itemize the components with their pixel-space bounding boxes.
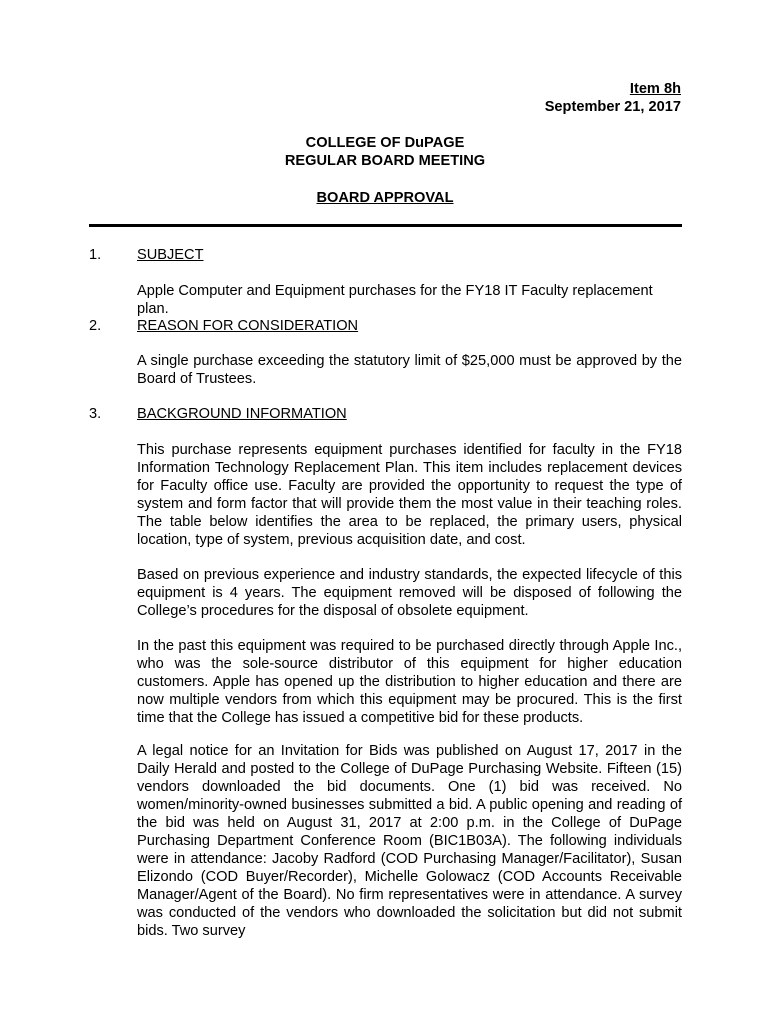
section-1-text: Apple Computer and Equipment purchases for the FY18 IT Faculty replacement plan. xyxy=(137,283,653,317)
background-paragraph-3: In the past this equipment was required to be purchased directly through Apple Inc., who was the sole-source distributor of this equipment for higher education customers. Apple has opened up the distribution to higher education and there are now multiple vendors from which this equipment may be procured. This is the first time that the College has issued a competitive bid for these products. xyxy=(137,638,682,726)
background-paragraph-1: This purchase represents equipment purchases identified for faculty in the FY18 Information Technology Replacement Plan. This item includes replacement devices for Faculty office use. Faculty are provided the opportunity to request the type of system and form factor that will provide them the most value in their teaching roles. The table below identifies the area to be replaced, the primary users, physical location, type of system, previous acquisition date, and cost. xyxy=(137,442,682,548)
background-paragraph-2: Based on previous experience and industry standards, the expected lifecycle of this equipment is 4 years. The equipment removed will be disposed of following the College’s procedures for the disposal of obsolete equipment. xyxy=(137,567,682,619)
section-3-heading: BACKGROUND INFORMATION xyxy=(137,406,347,422)
title-block xyxy=(89,134,681,170)
board-approval-heading: BOARD APPROVAL xyxy=(316,190,454,206)
meeting-type: REGULAR BOARD MEETING xyxy=(284,153,486,169)
section-2-text: A single purchase exceeding the statutory limit of $25,000 must be approved by the Board of Trustees. xyxy=(137,353,682,387)
section-1-number: 1. xyxy=(89,247,102,263)
header-block xyxy=(545,80,681,116)
section-2-number: 2. xyxy=(89,318,102,334)
horizontal-rule xyxy=(89,224,682,227)
section-1-heading: SUBJECT xyxy=(137,247,204,263)
item-number: Item 8h xyxy=(629,81,681,97)
meeting-date: September 21, 2017 xyxy=(544,99,681,115)
section-2-heading: REASON FOR CONSIDERATION xyxy=(137,318,359,334)
background-paragraph-4: A legal notice for an Invitation for Bids was published on August 17, 2017 in the Daily Herald and posted to the College of DuPage Purchasing Website. Fifteen (15) vendors downloaded the bid documents. One (1) bid was received. No women/minority-owned businesses submitted a bid. A public opening and reading of the bid was held on August 31, 2017 at 2:00 p.m. in the College of DuPage Purchasing Department Conference Room (BIC1B03A). The following individuals were in attendance: Jacoby Radford (COD Purchasing Manager/Facilitator), Susan Elizondo (COD Buyer/Recorder), Michelle Golowacz (COD Accounts Receivable Manager/Agent of the Board). No firm representatives were in attendance. A survey was conducted of the vendors who downloaded the solicitation but did not submit bids. Two survey xyxy=(137,743,682,939)
section-3-number: 3. xyxy=(89,406,102,422)
college-name: COLLEGE OF DuPAGE xyxy=(305,135,465,151)
